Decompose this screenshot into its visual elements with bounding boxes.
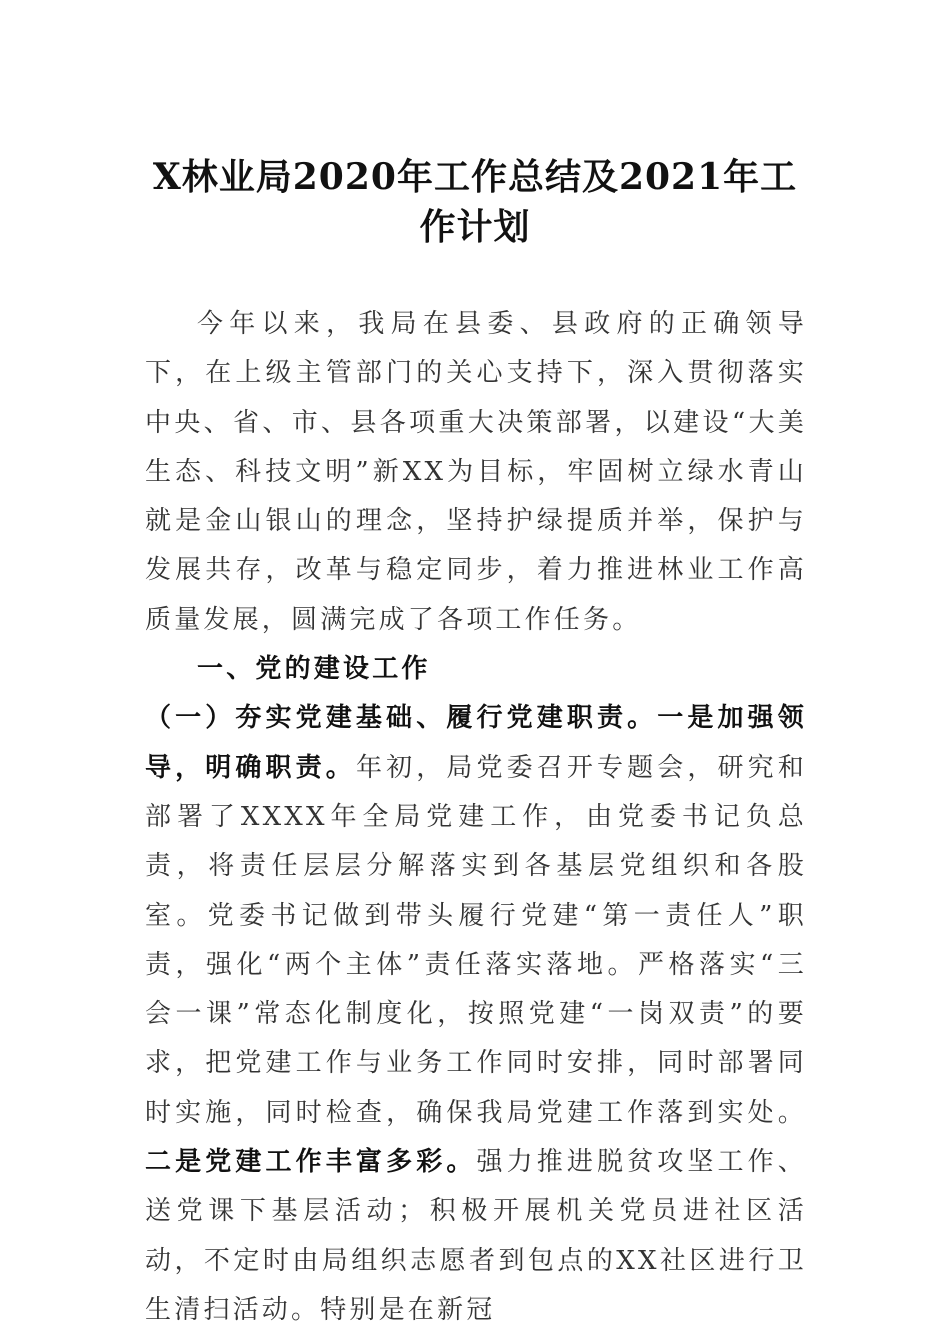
point-one-text: 年初，局党委召开专题会，研究和部署了XXXX年全局党建工作，由党委书记负总责，将责任层层分解落实到各基层党组织和各股室。党委书记做到带头履行党建“第一责任人”职责，强化“两个主体”责任落实落地。严格落实“三会一课”常态化制度化，按照党建“一岗双责”的要求，把党建工作与业务工作同时安排，同时部署同时实施，同时检查，确保我局党建工作落到实处。 bbox=[145, 752, 807, 1128]
section-heading-party-building: 一、党的建设工作 bbox=[197, 654, 431, 685]
point-one-lead: 一是加强领导，明确职责。 bbox=[145, 703, 807, 783]
subsection-paragraph bbox=[145, 694, 807, 1335]
point-two-text: 强力推进脱贫攻坚工作、送党课下基层活动；积极开展机关党员进社区活动，不定时由局组织志愿者到包点的XX社区进行卫生清扫活动。特别是在新冠 bbox=[145, 1147, 807, 1325]
subsection-heading: （一）夯实党建基础、履行党建职责。 bbox=[145, 703, 658, 734]
intro-paragraph: 今年以来，我局在县委、县政府的正确领导下，在上级主管部门的关心支持下，深入贯彻落实中央、省、市、县各项重大决策部署，以建设“大美生态、科技文明”新XX为目标，牢固树立绿水青山就是金山银山的理念，坚持护绿提质并举，保护与发展共存，改革与稳定同步，着力推进林业工作高质量发展，圆满完成了各项工作任务。 bbox=[145, 309, 807, 635]
point-two-lead: 二是党建工作丰富多彩。 bbox=[145, 1147, 477, 1178]
document-title: X林业局2020年工作总结及2021年工作计划 bbox=[152, 156, 798, 249]
document-body bbox=[145, 300, 807, 1335]
